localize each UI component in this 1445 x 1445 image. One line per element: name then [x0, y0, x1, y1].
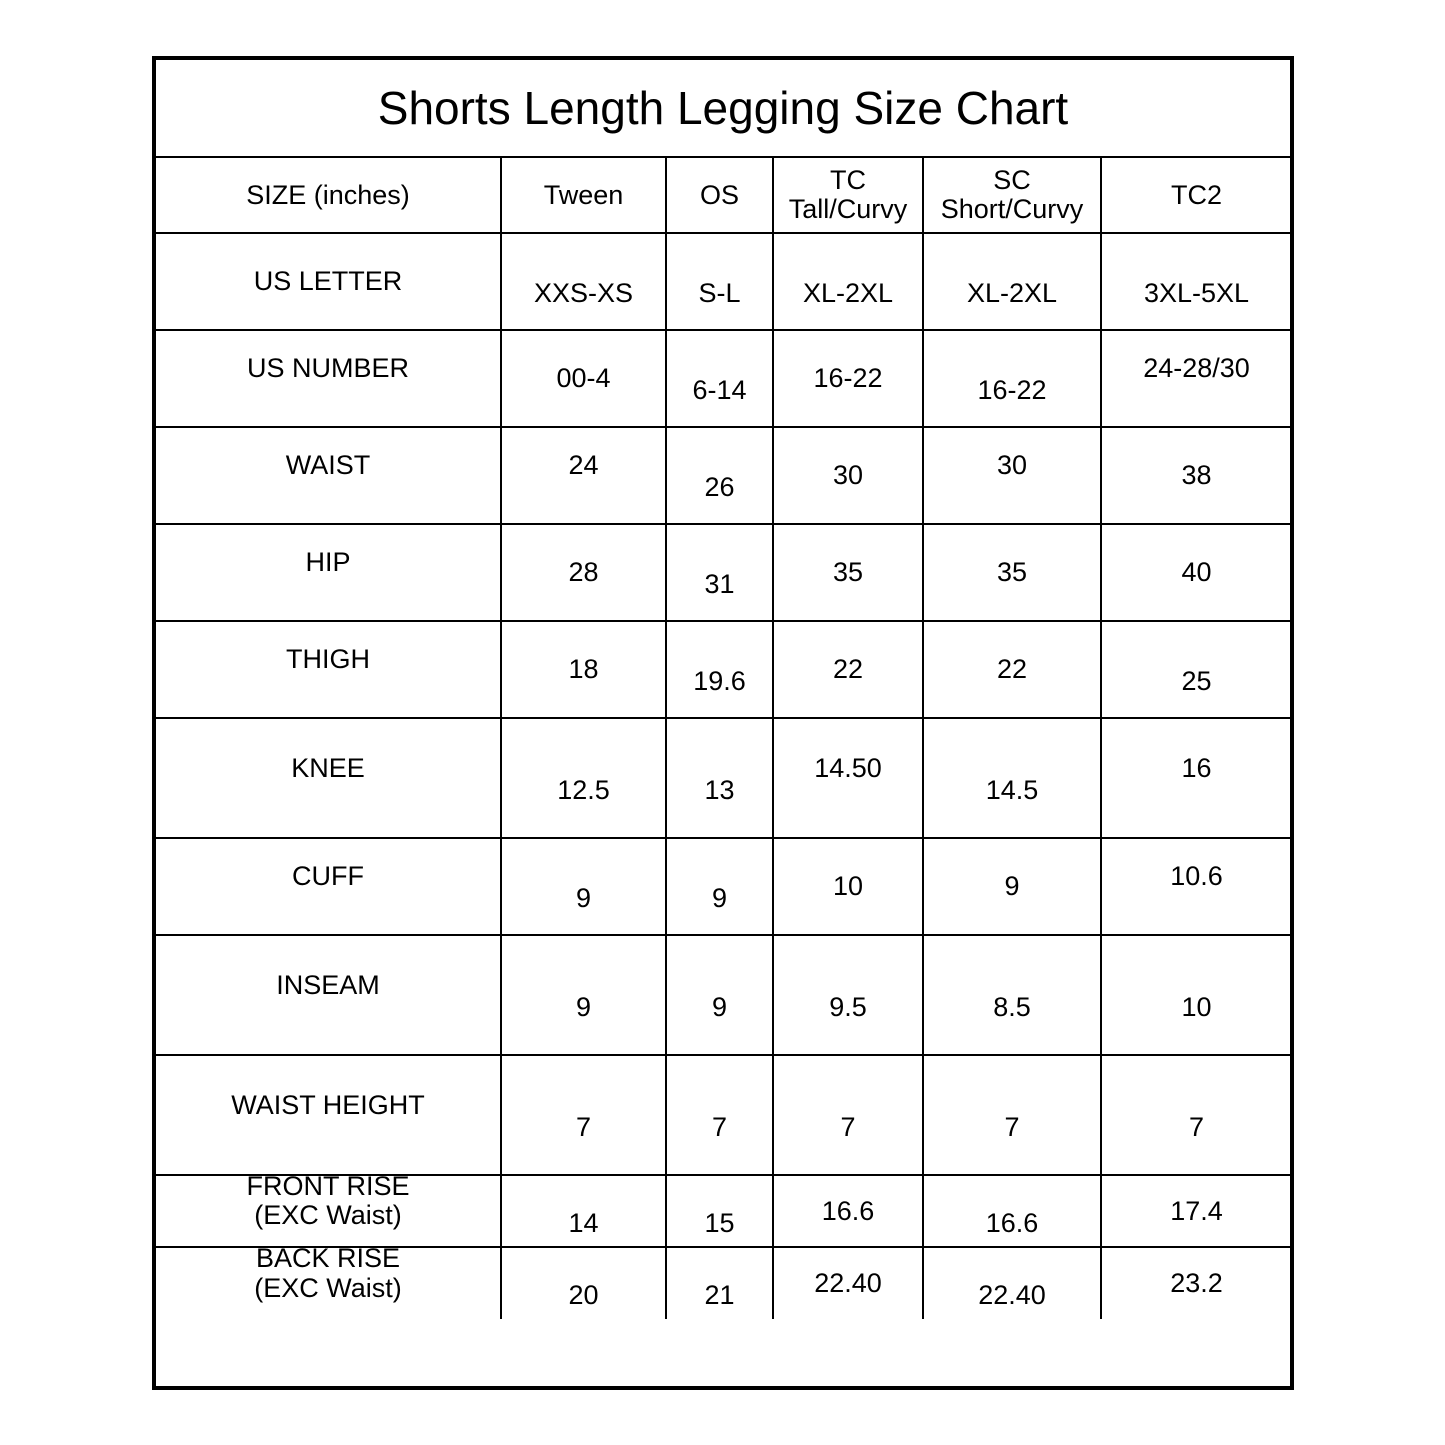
cell-cuff-tc: 10 — [773, 838, 923, 935]
cell-us-letter-tc2: 3XL-5XL — [1101, 233, 1291, 330]
row-label-text: INSEAM — [276, 969, 380, 1000]
cell-inseam-tc2: 10 — [1101, 935, 1291, 1055]
row-label-front-rise — [156, 1170, 501, 1247]
cell-hip-tc: 35 — [773, 524, 923, 621]
table-row — [156, 1175, 1291, 1247]
chart-title-cell — [156, 60, 1290, 158]
cell-waist-tween: 24 — [501, 427, 666, 524]
cell-thigh-tc2: 25 — [1101, 621, 1291, 718]
row-label-text: BACK RISE — [255, 1243, 401, 1274]
cell-thigh-tc: 22 — [773, 621, 923, 718]
row-label-us-letter — [156, 233, 501, 330]
cell-waist-tc: 30 — [773, 427, 923, 524]
table-row — [156, 1247, 1291, 1319]
row-label-text: FRONT RISE — [246, 1170, 410, 1201]
column-header-tween — [501, 158, 666, 233]
table-row — [156, 233, 1291, 330]
cell-back-rise-tc2: 23.2 — [1170, 1268, 1223, 1298]
row-label-text: THIGH — [286, 644, 370, 674]
cell-us-letter-sc: XL-2XL — [923, 233, 1101, 330]
row-label-waist-height — [156, 1055, 501, 1175]
cell-hip-tc2: 40 — [1101, 524, 1291, 621]
table-row — [156, 1055, 1291, 1175]
size-chart-frame — [152, 56, 1294, 1390]
cell-cuff-tween: 9 — [501, 838, 666, 935]
column-header-os-label: OS — [699, 179, 739, 210]
cell-waist-height-tc: 7 — [773, 1055, 923, 1175]
column-header-tc — [773, 158, 923, 233]
cell-us-number-tc2: 24-28/30 — [1101, 330, 1291, 427]
row-label-subtext: (EXC Waist) — [254, 1272, 402, 1303]
cell-knee-tween: 12.5 — [501, 718, 666, 838]
column-header-os — [666, 158, 773, 233]
cell-front-rise-os: 15 — [666, 1175, 773, 1247]
row-label-thigh — [156, 621, 501, 718]
table-header-row — [156, 158, 1291, 233]
cell-thigh-tween: 18 — [501, 621, 666, 718]
row-label-waist — [156, 427, 501, 524]
cell-waist-tc2: 38 — [1101, 427, 1291, 524]
cell-waist-sc: 30 — [923, 427, 1101, 524]
row-label-subtext: (EXC Waist) — [254, 1200, 402, 1230]
table-row — [156, 935, 1291, 1055]
cell-waist-height-os: 7 — [666, 1055, 773, 1175]
cell-hip-sc: 35 — [923, 524, 1101, 621]
column-header-tc-line1: TC — [830, 164, 866, 195]
cell-cuff-tc2: 10.6 — [1101, 838, 1291, 935]
column-header-tc2-label: TC2 — [1170, 179, 1222, 210]
cell-us-letter-tc: XL-2XL — [773, 233, 923, 330]
row-label-text: WAIST — [285, 450, 371, 480]
cell-thigh-os: 19.6 — [666, 621, 773, 718]
cell-front-rise-tween: 14 — [501, 1175, 666, 1247]
column-header-size — [156, 158, 501, 233]
column-header-tc-line2: Tall/Curvy — [788, 194, 908, 224]
cell-inseam-sc: 8.5 — [923, 935, 1101, 1055]
cell-front-rise-tc2: 17.4 — [1101, 1175, 1291, 1247]
column-header-size-label: SIZE (inches) — [246, 179, 410, 210]
row-label-knee — [156, 718, 501, 838]
cell-back-rise-os: 21 — [666, 1247, 773, 1319]
row-label-cuff — [156, 838, 501, 935]
cell-us-number-tc: 16-22 — [773, 330, 923, 427]
page-title: Shorts Length Legging Size Chart — [377, 82, 1069, 134]
table-row — [156, 838, 1291, 935]
cell-us-number-os: 6-14 — [666, 330, 773, 427]
size-chart-table — [156, 158, 1291, 1319]
cell-inseam-os: 9 — [666, 935, 773, 1055]
row-label-back-rise — [156, 1243, 501, 1319]
row-label-text: US LETTER — [253, 266, 403, 296]
cell-knee-tc2: 16 — [1101, 718, 1291, 838]
cell-knee-tc: 14.50 — [773, 718, 923, 838]
row-label-inseam — [156, 935, 501, 1055]
cell-front-rise-tc: 16.6 — [773, 1175, 923, 1247]
cell-front-rise-sc: 16.6 — [923, 1175, 1101, 1247]
cell-hip-os: 31 — [666, 524, 773, 621]
cell-us-letter-tween: XXS-XS — [501, 233, 666, 330]
table-row — [156, 524, 1291, 621]
table-row — [156, 718, 1291, 838]
cell-waist-height-tc2: 7 — [1101, 1055, 1291, 1175]
row-label-us-number — [156, 330, 501, 427]
cell-waist-height-tween: 7 — [501, 1055, 666, 1175]
cell-thigh-sc: 22 — [923, 621, 1101, 718]
column-header-sc-line1: SC — [993, 164, 1031, 195]
cell-back-rise-tween: 20 — [501, 1247, 666, 1319]
table-row — [156, 330, 1291, 427]
cell-back-rise-tc: 22.40 — [773, 1247, 923, 1319]
cell-waist-os: 26 — [666, 427, 773, 524]
cell-back-rise-sc: 22.40 — [923, 1247, 1101, 1319]
row-label-text: CUFF — [292, 861, 364, 891]
cell-hip-tween: 28 — [501, 524, 666, 621]
cell-us-number-sc: 16-22 — [923, 330, 1101, 427]
table-row — [156, 621, 1291, 718]
column-header-sc-line2: Short/Curvy — [940, 194, 1084, 224]
column-header-tc2 — [1101, 158, 1291, 233]
cell-inseam-tc: 9.5 — [773, 935, 923, 1055]
cell-waist-height-sc: 7 — [923, 1055, 1101, 1175]
row-label-text: WAIST HEIGHT — [231, 1089, 425, 1120]
cell-inseam-tween: 9 — [501, 935, 666, 1055]
row-label-text: KNEE — [291, 752, 365, 783]
row-label-text: US NUMBER — [246, 353, 409, 383]
cell-knee-sc: 14.5 — [923, 718, 1101, 838]
cell-us-number-tween: 00-4 — [501, 330, 666, 427]
cell-cuff-sc: 9 — [923, 838, 1101, 935]
column-header-tween-label: Tween — [543, 179, 624, 210]
cell-knee-os: 13 — [666, 718, 773, 838]
row-label-text: HIP — [305, 547, 351, 577]
column-header-sc — [923, 158, 1101, 233]
table-row — [156, 427, 1291, 524]
row-label-hip — [156, 524, 501, 621]
cell-us-letter-os: S-L — [666, 233, 773, 330]
cell-cuff-os: 9 — [666, 838, 773, 935]
